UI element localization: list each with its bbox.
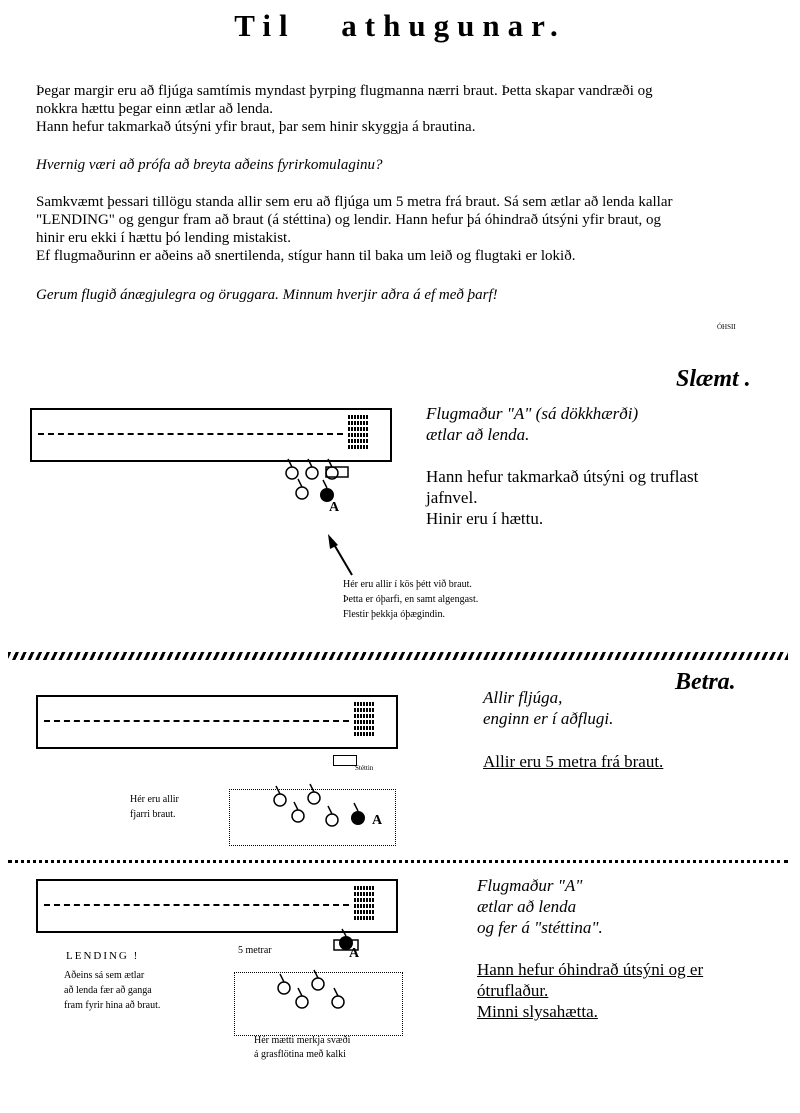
pilot-icon (274, 786, 286, 806)
pilot-icon (296, 988, 308, 1008)
runway-threshold-marks (348, 415, 368, 451)
intro-paragraph-1 (36, 82, 766, 136)
signature: ÓHSII (717, 323, 736, 331)
better-zone-note: Hér eru allir fjarri braut. (130, 794, 179, 820)
intro-paragraph-2 (36, 193, 766, 265)
bad-marker-a: A (329, 500, 340, 515)
landing-pad (333, 755, 357, 766)
runway-centerline (44, 904, 349, 906)
pilot-icon (326, 806, 338, 826)
better-desc-1: Allir fljúga, enginn er í aðflugi. (483, 688, 614, 728)
landing-marker-a: A (349, 946, 360, 961)
bad-desc-2: Hann hefur takmarkað útsýni og truflast jafnvel. Hinir eru í hættu. (426, 467, 699, 528)
intro-line: Ef flugmaðurinn er aðeins að snertilenda, stígur hann til baka um leið og flugtaki er lokið. (36, 248, 576, 264)
intro-line: hinir eru ekki í hættu þó lending mistakist. (36, 230, 291, 246)
bad-note: Hér eru allir í kös þétt við braut. Þetta er óþarfi, en samt algengast. Flestir þekkja óþægindin. (343, 579, 479, 620)
pilot-a-icon (351, 803, 365, 825)
pilot-icon (308, 784, 320, 804)
pilot-icon (286, 459, 298, 479)
section-separator (8, 652, 788, 660)
intro-line: Hann hefur takmarkað útsýni yfir braut, þar sem hinir skyggja á brautina. (36, 119, 476, 135)
landing-desc-2: Hann hefur óhindrað útsýni og er ótruflaður. Minni slysahætta. (477, 960, 704, 1021)
landing-zone-note: Hér mætti merkja svæði á grasflötina með kalki (254, 1035, 351, 1060)
runway-landing (36, 879, 398, 933)
runway-centerline (38, 433, 343, 435)
better-heading: Betra. (675, 669, 736, 695)
distance-label: 5 metrar (238, 945, 272, 956)
landing-call: LENDING ! (66, 950, 140, 962)
better-pilots-diagram (262, 778, 382, 838)
intro-line: "LENDING" og gengur fram að braut (á stéttina) og lendir. Hann hefur þá óhindrað útsýni yfir braut, og (36, 212, 661, 228)
landing-pad-label: Stéttin (355, 764, 374, 772)
intro-question: Hvernig væri að prófa að breyta aðeins fyrirkomulaginu? (36, 157, 383, 173)
section-separator (8, 860, 788, 863)
better-marker-a: A (372, 813, 383, 828)
better-desc-2: Allir eru 5 metra frá braut. (483, 752, 664, 771)
page-title: Til athugunar. (234, 8, 566, 43)
pilot-icon (332, 988, 344, 1008)
bad-pilots-diagram (270, 455, 400, 585)
pilot-icon (292, 802, 304, 822)
runway-bad (30, 408, 392, 462)
bad-desc-1: Flugmaður "A" (sá dökkhærði) ætlar að lenda. (426, 404, 639, 444)
intro-line: nokkra hættu þegar einn ætlar að lenda. (36, 101, 274, 117)
landing-call-note: Aðeins sá sem ætlar að lenda fær að ganga fram fyrir hina að braut. (64, 970, 161, 1011)
runway-threshold-marks (354, 702, 374, 738)
pilot-icon (306, 459, 318, 479)
pilot-icon (312, 970, 324, 990)
landing-pilots-diagram (266, 966, 366, 1016)
intro-closing: Gerum flugið ánægjulegra og öruggara. Minnum hverjir aðra á ef með þarf! (36, 287, 498, 303)
runway-threshold-marks (354, 886, 374, 922)
pilot-icon (278, 974, 290, 994)
intro-line: Samkvæmt þessari tillögu standa allir sem eru að fljúga um 5 metra frá braut. Sá sem ætlar að lenda kallar (36, 194, 673, 210)
landing-desc-1: Flugmaður "A" ætlar að lenda og fer á "stéttina". (477, 876, 603, 937)
bad-heading: Slæmt . (676, 366, 751, 392)
intro-line: Þegar margir eru að fljúga samtímis myndast þyrping flugmanna nærri braut. Þetta skapar vandræði og (36, 83, 653, 99)
runway-better (36, 695, 398, 749)
pilot-icon (326, 459, 338, 479)
pilot-a-icon (320, 480, 334, 502)
pilot-icon (296, 479, 308, 499)
runway-centerline (44, 720, 349, 722)
